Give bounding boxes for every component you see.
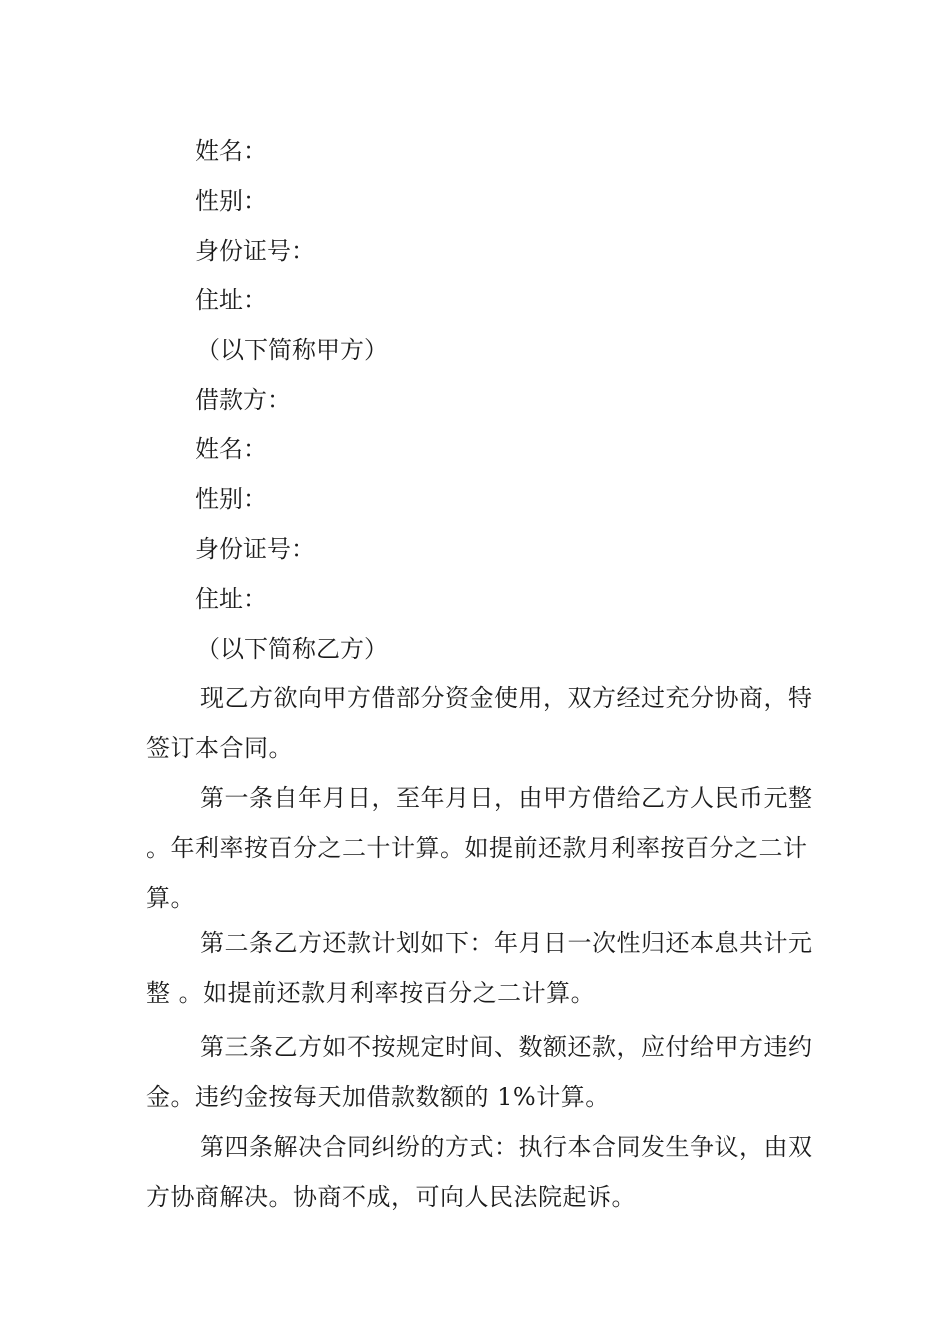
borrower-title: 借款方： [195, 386, 291, 414]
lender-id-label: 身份证号： [195, 237, 315, 265]
borrower-gender-label: 性别： [195, 485, 267, 513]
lender-name-label: 姓名： [195, 137, 267, 165]
lender-address-label: 住址： [195, 286, 267, 314]
lender-abbrev: （以下简称甲方） [196, 336, 388, 364]
intro-paragraph: 现乙方欲向甲方借部分资金使用，双方经过充分协商，特签订本合同。 [146, 684, 813, 762]
borrower-id-label: 身份证号： [195, 535, 315, 563]
article-4-paragraph: 第四条解决合同纠纷的方式：执行本合同发生争议，由双方协商解决。协商不成，可向人民法院起诉。 [146, 1133, 813, 1211]
lender-gender-label: 性别： [195, 187, 267, 215]
borrower-abbrev: （以下简称乙方） [196, 635, 388, 663]
article-3-paragraph: 第三条乙方如不按规定时间、数额还款，应付给甲方违约金。违约金按每天加借款数额的 1%计算。 [146, 1033, 813, 1111]
article-2-paragraph: 第二条乙方还款计划如下：年月日一次性归还本息共计元整 。如提前还款月利率按百分之二计算。 [146, 929, 813, 1007]
borrower-address-label: 住址： [195, 585, 267, 613]
borrower-name-label: 姓名： [195, 435, 267, 463]
article-1-paragraph: 第一条自年月日，至年月日，由甲方借给乙方人民币元整 。年利率按百分之二十计算。如提前还款月利率按百分之二计算。 [146, 784, 813, 912]
